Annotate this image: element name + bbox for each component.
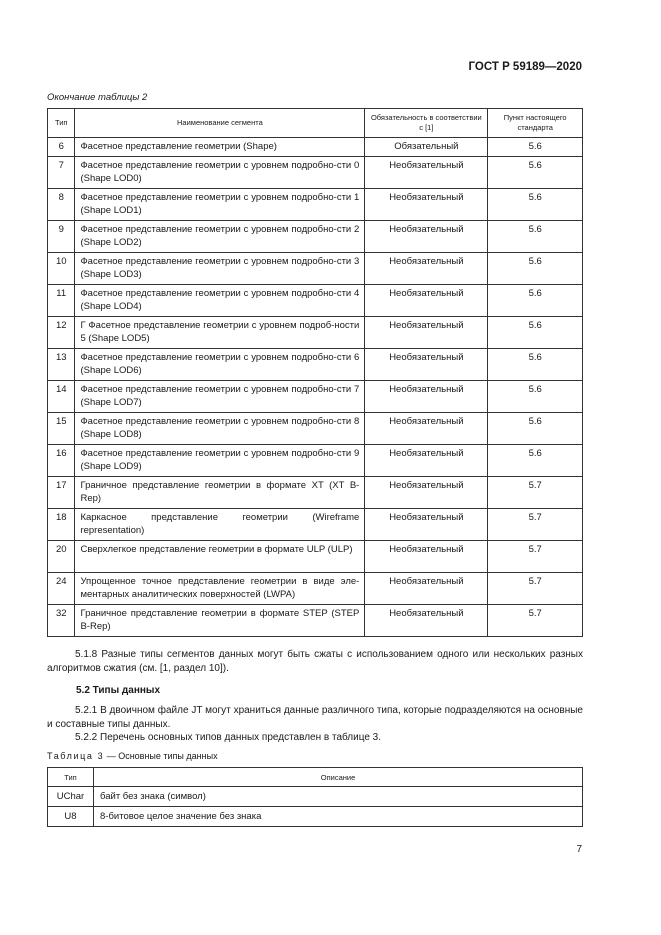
- table2-header-section: Пункт настоящего стандарта: [488, 109, 583, 138]
- table-row: [48, 605, 583, 637]
- row-section-cell: 5.6: [488, 349, 583, 381]
- table-row: [48, 445, 583, 477]
- row-name-cell: Граничное представление геометрии в формате STEP (STEP B-Rep): [75, 605, 365, 637]
- row-required-cell: Необязательный: [365, 509, 488, 541]
- row-type-cell: 32: [48, 605, 75, 637]
- row-required-cell: Необязательный: [365, 253, 488, 285]
- paragraph-5-2-2: 5.2.2 Перечень основных типов данных представлен в таблице 3.: [75, 732, 382, 743]
- table-row: [48, 509, 583, 541]
- row-type-cell: 13: [48, 349, 75, 381]
- row-name-cell: Фасетное представление геометрии с уровнем подробно-сти 0 (Shape LOD0): [75, 157, 365, 189]
- row-type-cell: 24: [48, 573, 75, 605]
- row-section-cell: 5.6: [488, 253, 583, 285]
- table2-header-row: [48, 109, 583, 138]
- row-description-cell: байт без знака (символ): [94, 787, 583, 807]
- row-section-cell: 5.7: [488, 477, 583, 509]
- row-type-cell: 6: [48, 138, 75, 157]
- row-required-cell: Необязательный: [365, 317, 488, 349]
- table-2: [47, 108, 583, 637]
- row-section-cell: 5.6: [488, 285, 583, 317]
- row-name-cell: Упрощенное точное представление геометрии в виде эле-ментарных аналитических поверхностей (LWPA): [75, 573, 365, 605]
- row-name-cell: Фасетное представление геометрии с уровнем подробно-сти 8 (Shape LOD8): [75, 413, 365, 445]
- row-type-cell: 7: [48, 157, 75, 189]
- row-section-cell: 5.6: [488, 413, 583, 445]
- table3-caption-label: Таблица 3: [47, 751, 105, 761]
- table-row: [48, 253, 583, 285]
- table-row: [48, 317, 583, 349]
- row-type-cell: 20: [48, 541, 75, 573]
- table-3: [47, 767, 583, 827]
- paragraph-5-1-8: 5.1.8 Разные типы сегментов данных могут быть сжаты с использованием одного или нескольких разных алгоритмов сжатия (см. [1, раздел 10]).: [47, 649, 583, 674]
- table-row: [48, 285, 583, 317]
- row-name-cell: Фасетное представление геометрии с уровнем подробно-сти 9 (Shape LOD9): [75, 445, 365, 477]
- row-required-cell: Необязательный: [365, 605, 488, 637]
- row-required-cell: Необязательный: [365, 285, 488, 317]
- row-required-cell: Необязательный: [365, 573, 488, 605]
- row-name-cell: Фасетное представление геометрии с уровнем подробно-сти 1 (Shape LOD1): [75, 189, 365, 221]
- row-name-cell: Фасетное представление геометрии с уровнем подробно-сти 7 (Shape LOD7): [75, 381, 365, 413]
- row-required-cell: Необязательный: [365, 413, 488, 445]
- document-id: ГОСТ Р 59189—2020: [468, 61, 582, 73]
- row-type-cell: U8: [48, 807, 94, 827]
- row-name-cell: Фасетное представление геометрии с уровнем подробно-сти 6 (Shape LOD6): [75, 349, 365, 381]
- row-required-cell: Необязательный: [365, 445, 488, 477]
- row-section-cell: 5.6: [488, 189, 583, 221]
- row-type-cell: 16: [48, 445, 75, 477]
- row-name-cell: Сверхлегкое представление геометрии в формате ULP (ULP): [75, 541, 365, 573]
- table2-body: [48, 138, 583, 637]
- table3-header-description: Описание: [94, 768, 583, 787]
- table-row: [48, 477, 583, 509]
- row-required-cell: Необязательный: [365, 477, 488, 509]
- table2-caption: Окончание таблицы 2: [47, 92, 148, 103]
- table-row: [48, 138, 583, 157]
- heading-5-2: 5.2 Типы данных: [76, 685, 161, 696]
- row-type-cell: 8: [48, 189, 75, 221]
- row-section-cell: 5.7: [488, 605, 583, 637]
- row-section-cell: 5.6: [488, 381, 583, 413]
- table3-header-row: [48, 768, 583, 787]
- row-name-cell: Каркасное представление геометрии (Wireframe representation): [75, 509, 365, 541]
- row-required-cell: Необязательный: [365, 349, 488, 381]
- row-name-cell: Фасетное представление геометрии с уровнем подробно-сти 3 (Shape LOD3): [75, 253, 365, 285]
- row-required-cell: Необязательный: [365, 221, 488, 253]
- row-required-cell: Необязательный: [365, 381, 488, 413]
- table2-header-name: Наименование сегмента: [75, 109, 365, 138]
- row-section-cell: 5.6: [488, 445, 583, 477]
- page-number: 7: [576, 844, 582, 855]
- row-section-cell: 5.6: [488, 317, 583, 349]
- table-row: [48, 541, 583, 573]
- row-type-cell: 12: [48, 317, 75, 349]
- table-row: [48, 787, 583, 807]
- row-name-cell: Фасетное представление геометрии (Shape): [75, 138, 365, 157]
- row-type-cell: 11: [48, 285, 75, 317]
- row-type-cell: 18: [48, 509, 75, 541]
- table3-body: [48, 787, 583, 827]
- row-required-cell: Необязательный: [365, 541, 488, 573]
- row-type-cell: UChar: [48, 787, 94, 807]
- paragraph-5-2-1: 5.2.1 В двоичном файле JT могут храниться данные различного типа, которые подразделяются на основные и составные типы данных.: [47, 705, 583, 730]
- row-type-cell: 9: [48, 221, 75, 253]
- table3-caption-title: — Основные типы данных: [104, 751, 218, 761]
- table-row: [48, 189, 583, 221]
- row-name-cell: Граничное представление геометрии в формате XT (XT B-Rep): [75, 477, 365, 509]
- row-name-cell: Фасетное представление геометрии с уровнем подробно-сти 2 (Shape LOD2): [75, 221, 365, 253]
- table-row: [48, 807, 583, 827]
- row-name-cell: Г Фасетное представление геометрии с уровнем подроб-ности 5 (Shape LOD5): [75, 317, 365, 349]
- row-section-cell: 5.7: [488, 509, 583, 541]
- row-required-cell: Необязательный: [365, 157, 488, 189]
- table-row: [48, 381, 583, 413]
- row-required-cell: Необязательный: [365, 189, 488, 221]
- table3-caption: [47, 751, 218, 761]
- table2-header-required: Обязательность в соответствии с [1]: [365, 109, 488, 138]
- row-section-cell: 5.6: [488, 138, 583, 157]
- table-row: [48, 413, 583, 445]
- table-row: [48, 221, 583, 253]
- table3-header-type: Тип: [48, 768, 94, 787]
- row-type-cell: 15: [48, 413, 75, 445]
- row-type-cell: 17: [48, 477, 75, 509]
- row-section-cell: 5.6: [488, 221, 583, 253]
- row-type-cell: 10: [48, 253, 75, 285]
- row-description-cell: 8-битовое целое значение без знака: [94, 807, 583, 827]
- row-type-cell: 14: [48, 381, 75, 413]
- row-section-cell: 5.7: [488, 573, 583, 605]
- row-section-cell: 5.7: [488, 541, 583, 573]
- table2-header-type: Тип: [48, 109, 75, 138]
- row-name-cell: Фасетное представление геометрии с уровнем подробно-сти 4 (Shape LOD4): [75, 285, 365, 317]
- table-row: [48, 573, 583, 605]
- table-row: [48, 349, 583, 381]
- row-required-cell: Обязательный: [365, 138, 488, 157]
- table-row: [48, 157, 583, 189]
- row-section-cell: 5.6: [488, 157, 583, 189]
